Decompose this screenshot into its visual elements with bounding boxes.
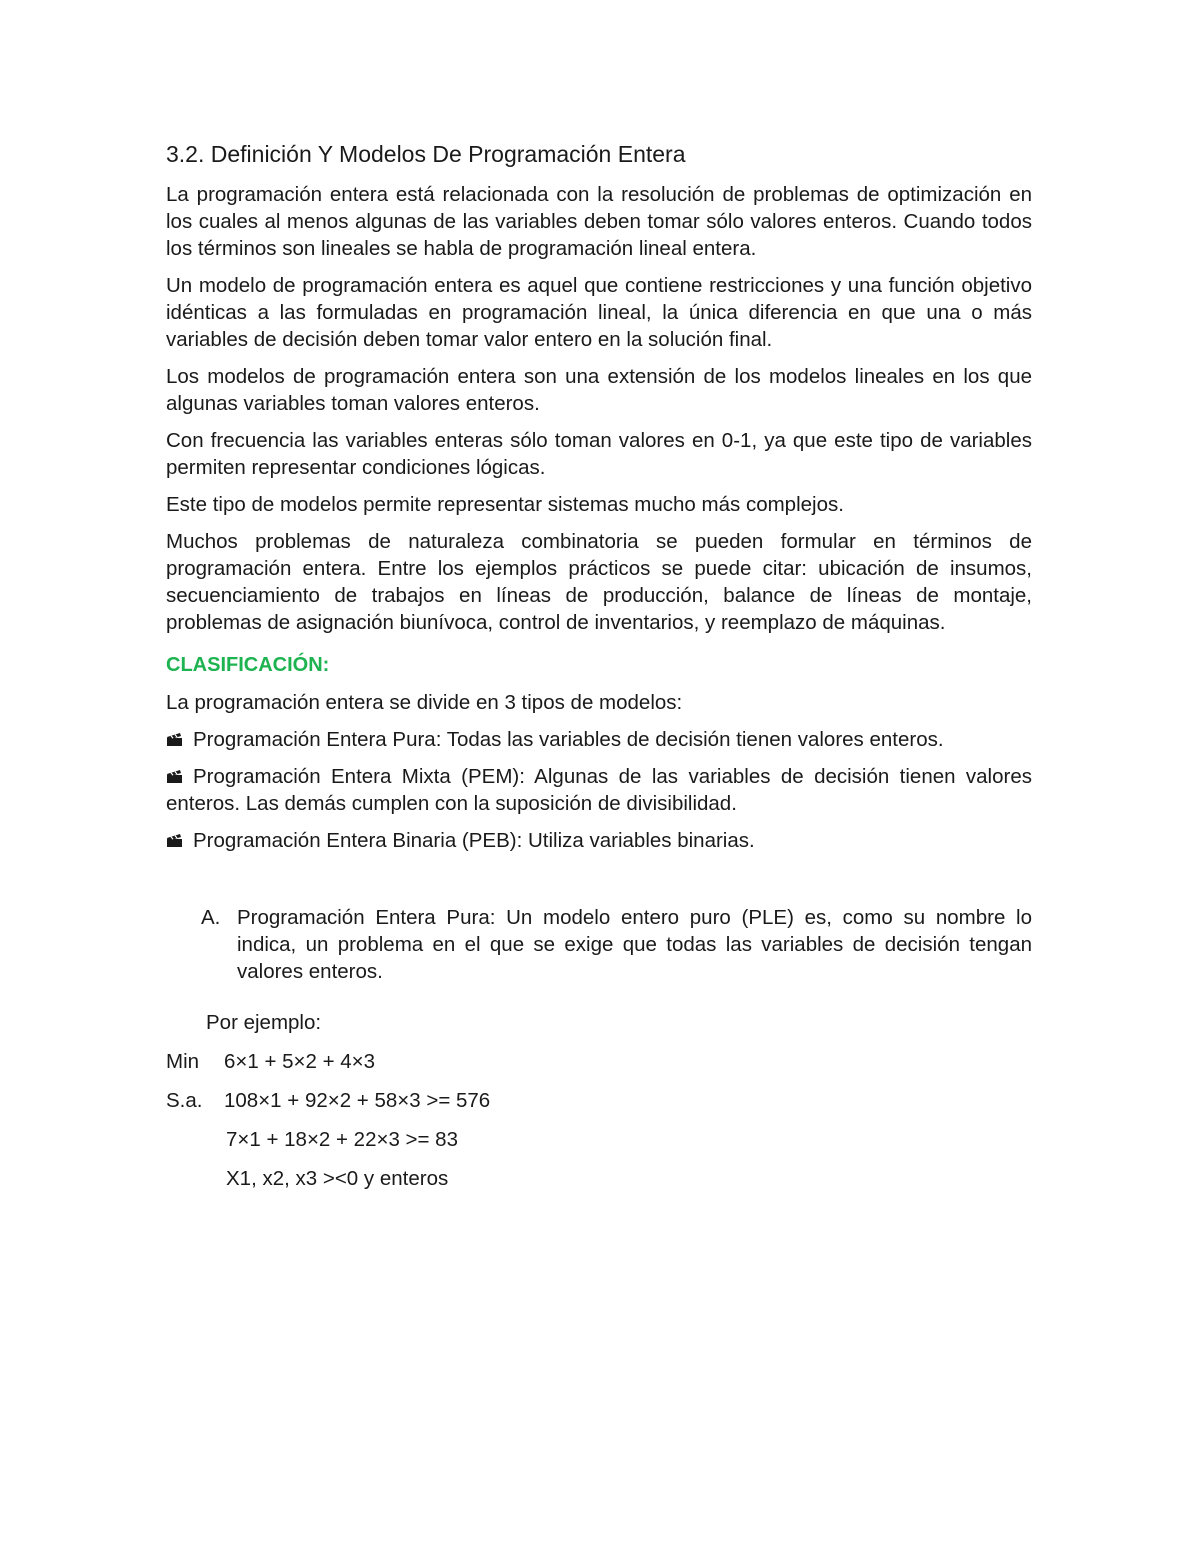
clapperboard-icon	[166, 769, 183, 784]
constraint-row-3	[166, 1165, 1032, 1192]
example-label: Por ejemplo:	[206, 1011, 322, 1034]
classification-heading: CLASIFICACIÓN:	[166, 654, 330, 676]
paragraph-5: Este tipo de modelos permite representar sistemas mucho más complejos.	[166, 493, 844, 516]
paragraph-1: La programación entera está relacionada con la resolución de problemas de optimización en los cuales al menos algunas de las variables deben tomar sólo valores enteros. Cuando todos los términos son lineales se habla de programación lineal entera.	[166, 183, 1032, 260]
constraint-row-2	[166, 1126, 1032, 1153]
classification-bullet-3	[166, 827, 1032, 854]
paragraph-3: Los modelos de programación entera son una extensión de los modelos lineales en los que algunas variables toman valores enteros.	[166, 365, 1032, 415]
paragraph-6: Muchos problemas de naturaleza combinatoria se pueden formular en términos de programación entera. Entre los ejemplos prácticos se puede citar: ubicación de insumos, secuenciamiento de trabajos en líneas de producción, balance de líneas de montaje, problemas de asignación biunívoca, control de inventarios, y reemplazo de máquinas.	[166, 530, 1032, 634]
clapperboard-icon	[166, 833, 183, 848]
constraint-2: 7×1 + 18×2 + 22×3 >= 83	[226, 1128, 458, 1151]
clapperboard-icon	[166, 732, 183, 747]
classification-bullet-text: Programación Entera Binaria (PEB): Utiliza variables binarias.	[193, 829, 755, 852]
page-title: 3.2. Definición Y Modelos De Programación Entera	[166, 141, 686, 167]
constraint-3: X1, x2, x3 ><0 y enteros	[226, 1167, 449, 1190]
sa-label: S.a.	[166, 1089, 203, 1112]
classification-bullet-2	[166, 763, 1032, 817]
paragraph-2: Un modelo de programación entera es aquel que contiene restricciones y una función objetivo idénticas a las formuladas en programación lineal, la única diferencia en que una o más variables de decisión deben tomar valor entero en la solución final.	[166, 274, 1032, 351]
classification-bullet-text: Programación Entera Mixta (PEM): Algunas de las variables de decisión tienen valores enteros. Las demás cumplen con la suposición de divisibilidad.	[166, 765, 1032, 815]
classification-bullet-1	[166, 726, 1032, 753]
document-page	[166, 139, 1032, 1192]
classification-intro: La programación entera se divide en 3 tipos de modelos:	[166, 691, 683, 714]
classification-bullet-text: Programación Entera Pura: Todas las variables de decisión tienen valores enteros.	[193, 728, 944, 751]
paragraph-4: Con frecuencia las variables enteras sólo toman valores en 0-1, ya que este tipo de variables permiten representar condiciones lógicas.	[166, 429, 1032, 479]
list-marker: A.	[201, 906, 221, 929]
min-label: Min	[166, 1050, 200, 1073]
list-item-a	[166, 904, 1032, 985]
objective-expression: 6×1 + 5×2 + 4×3	[224, 1050, 376, 1073]
constraint-row-1	[166, 1087, 1032, 1114]
objective-row	[166, 1048, 1032, 1075]
list-item-a-text: Programación Entera Pura: Un modelo entero puro (PLE) es, como su nombre lo indica, un problema en el que se exige que todas las variables de decisión tengan valores enteros.	[237, 906, 1032, 983]
constraint-1: 108×1 + 92×2 + 58×3 >= 576	[224, 1089, 491, 1112]
